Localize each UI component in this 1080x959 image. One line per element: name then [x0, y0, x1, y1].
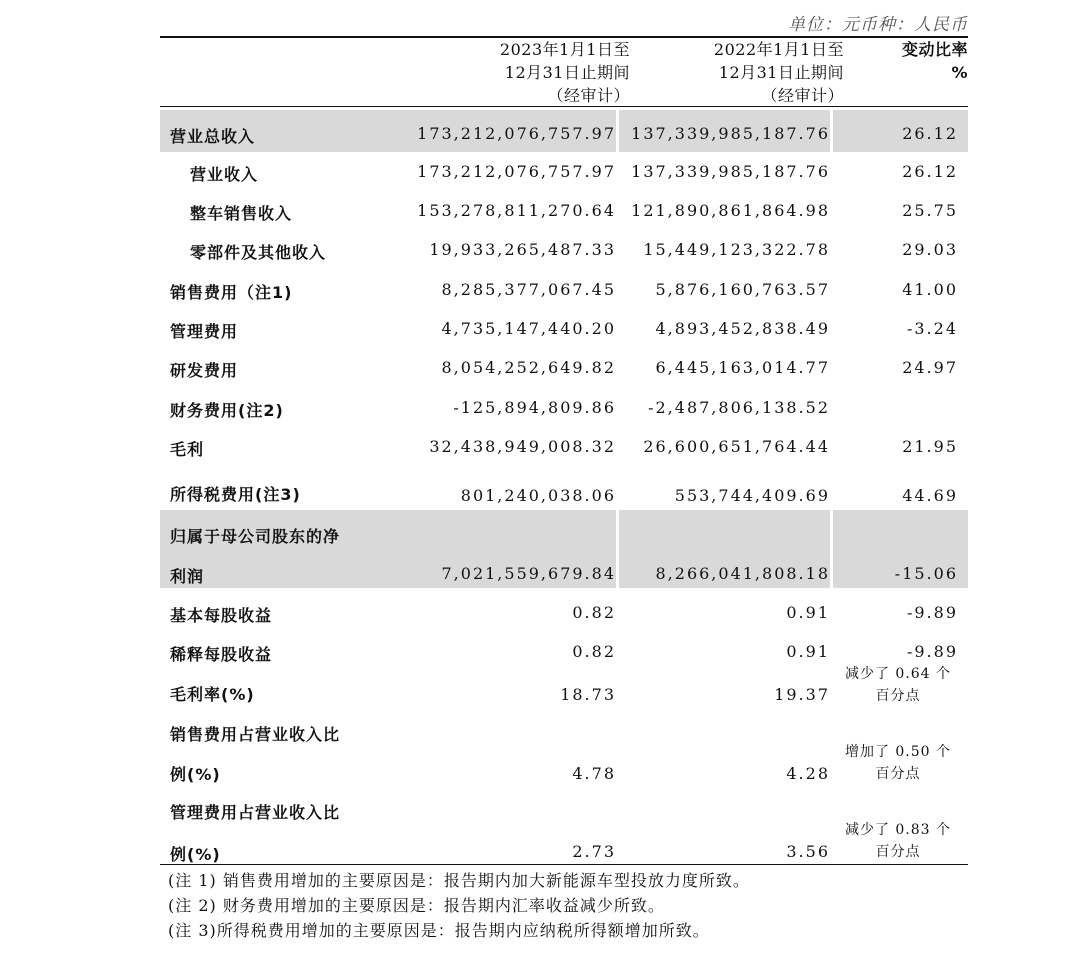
- change-ratio: -3.24: [906, 319, 958, 338]
- row-label: 基本每股收益: [170, 606, 273, 625]
- column-separator: [830, 110, 833, 152]
- row-label: 零部件及其他收入: [190, 243, 327, 262]
- table-bottom-rule: [160, 864, 968, 865]
- change-note: 减少了 0.83 个: [844, 822, 952, 838]
- row-label: 营业总收入: [170, 127, 256, 146]
- change-note: 增加了 0.50 个: [844, 744, 952, 760]
- table-row: [160, 603, 968, 629]
- value-2023: 8,054,252,649.82: [441, 358, 616, 377]
- value-2022: 19.37: [774, 685, 830, 704]
- value-2023: 32,438,949,008.32: [429, 437, 616, 456]
- value-2022: 26,600,651,764.44: [643, 437, 830, 456]
- row-label: 整车销售收入: [190, 204, 293, 223]
- row-label: 销售费用（注1): [170, 283, 293, 302]
- row-label: 所得税费用(注3): [170, 485, 301, 504]
- table-row: [160, 664, 968, 708]
- change-note: 减少了 0.64 个: [844, 666, 952, 682]
- row-label: 毛利率(%): [170, 685, 255, 704]
- header-col-2022: [714, 38, 844, 107]
- value-2022: 0.91: [786, 603, 830, 622]
- row-label: 例(%): [170, 765, 221, 784]
- row-label: 研发费用: [170, 361, 239, 380]
- value-2023: 8,285,377,067.45: [441, 280, 616, 299]
- header-rule: [160, 106, 968, 107]
- column-separator: [616, 110, 619, 152]
- table-row: [160, 110, 968, 152]
- value-2023: 2.73: [572, 842, 616, 861]
- value-2023: 153,278,811,270.64: [417, 201, 616, 220]
- table-row: [160, 722, 968, 786]
- row-label: 归属于母公司股东的净: [170, 527, 341, 546]
- change-ratio: -9.89: [906, 603, 958, 622]
- row-label: 营业收入: [190, 165, 259, 184]
- value-2023: 173,212,076,757.97: [417, 124, 616, 143]
- value-2022: 5,876,160,763.57: [655, 280, 830, 299]
- footnote-1: (注 1) 销售费用增加的主要原因是：报告期内加大新能源车型投放力度所致。: [168, 871, 750, 890]
- value-2022: 0.91: [786, 642, 830, 661]
- value-2023: -125,894,809.86: [453, 398, 616, 417]
- change-ratio: 25.75: [902, 201, 958, 220]
- value-2022: 4.28: [786, 764, 830, 783]
- change-ratio: 26.12: [902, 162, 958, 181]
- row-label: 销售费用占营业收入比: [170, 725, 341, 744]
- header-col-2023-line: （经审计）: [547, 86, 630, 105]
- value-2023: 7,021,559,679.84: [441, 564, 616, 583]
- value-2022: 8,266,041,808.18: [655, 564, 830, 583]
- value-2023: 4.78: [572, 764, 616, 783]
- value-2023: 18.73: [560, 685, 616, 704]
- column-separator: [616, 510, 619, 588]
- value-2022: 3.56: [786, 842, 830, 861]
- change-ratio: -9.89: [906, 642, 958, 661]
- change-ratio: 21.95: [902, 437, 958, 456]
- change-note: 百分点: [875, 688, 921, 704]
- row-label: 例(%): [170, 845, 221, 864]
- change-note: 百分点: [875, 844, 921, 860]
- value-2023: 4,735,147,440.20: [441, 319, 616, 338]
- value-2022: 4,893,452,838.49: [655, 319, 830, 338]
- change-note: 百分点: [875, 766, 921, 782]
- value-2023: 0.82: [572, 642, 616, 661]
- unit-label: 单位：元币种：人民币: [788, 15, 968, 35]
- row-label: 利润: [170, 567, 205, 586]
- table-row: [160, 482, 968, 508]
- header-col-change-line: %: [951, 63, 968, 82]
- header-col-2023: [500, 38, 630, 107]
- value-2023: 173,212,076,757.97: [417, 162, 616, 181]
- value-2022: 121,890,861,864.98: [631, 201, 830, 220]
- value-2022: 6,445,163,014.77: [655, 358, 830, 377]
- table-row: [160, 240, 968, 266]
- header-col-2022-line: 12月31日止期间: [718, 63, 844, 82]
- value-2022: 553,744,409.69: [674, 486, 830, 505]
- header-col-change: [902, 38, 968, 84]
- table-row: [160, 510, 968, 588]
- change-ratio: -15.06: [894, 564, 958, 583]
- row-label: 管理费用占营业收入比: [170, 803, 341, 822]
- table-row: [160, 358, 968, 384]
- value-2022: 137,339,985,187.76: [631, 162, 830, 181]
- footnote-3: (注 3)所得税费用增加的主要原因是：报告期内应纳税所得额增加所致。: [168, 921, 710, 940]
- value-2023: 0.82: [572, 603, 616, 622]
- footnote-2: (注 2) 财务费用增加的主要原因是：报告期内汇率收益减少所致。: [168, 896, 665, 915]
- table-row: [160, 162, 968, 188]
- table-row: [160, 201, 968, 227]
- value-2022: 15,449,123,322.78: [643, 240, 830, 259]
- table-row: [160, 437, 968, 463]
- header-col-2023-line: 2023年1月1日至: [499, 40, 630, 59]
- value-2023: 19,933,265,487.33: [429, 240, 616, 259]
- row-label: 管理费用: [170, 322, 239, 341]
- change-ratio: 44.69: [902, 486, 958, 505]
- value-2023: 801,240,038.06: [460, 486, 616, 505]
- change-ratio: 41.00: [902, 280, 958, 299]
- table-row: [160, 280, 968, 306]
- change-ratio: 26.12: [902, 124, 958, 143]
- change-ratio: 24.97: [902, 358, 958, 377]
- row-label: 财务费用(注2): [170, 401, 284, 420]
- value-2022: -2,487,806,138.52: [648, 398, 830, 417]
- table-row: [160, 800, 968, 864]
- header-col-2022-line: 2022年1月1日至: [713, 40, 844, 59]
- table-row: [160, 319, 968, 345]
- change-ratio: 29.03: [902, 240, 958, 259]
- column-separator: [830, 510, 833, 588]
- header-col-2023-line: 12月31日止期间: [504, 63, 630, 82]
- table-row: [160, 398, 968, 424]
- value-2022: 137,339,985,187.76: [631, 124, 830, 143]
- row-label: 毛利: [170, 440, 205, 459]
- header-col-change-line: 变动比率: [901, 40, 968, 59]
- row-label: 稀释每股收益: [170, 645, 273, 664]
- header-col-2022-line: （经审计）: [761, 86, 844, 105]
